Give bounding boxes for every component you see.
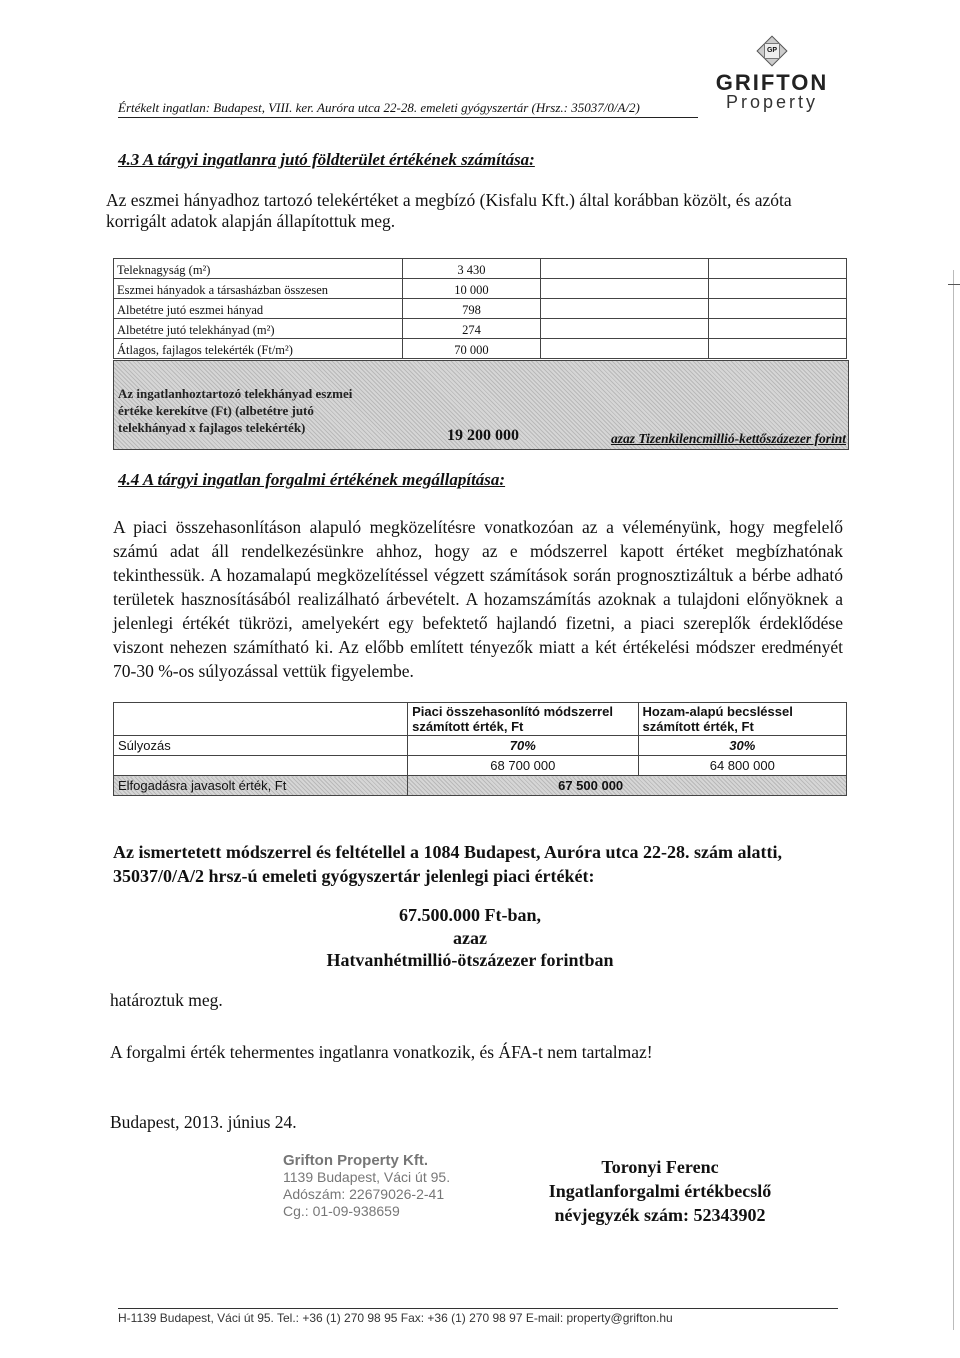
land-value-table — [113, 258, 847, 359]
conclusion-amount: 67.500.000 Ft-ban, — [398, 905, 541, 925]
table-row — [114, 279, 847, 299]
conclusion-decided: határoztuk meg. — [110, 990, 223, 1010]
summary-value: 19 200 000 — [447, 427, 519, 444]
row-value: 274 — [402, 319, 540, 339]
signer-license: névjegyzék szám: 52343902 — [554, 1205, 766, 1225]
row-value: 70 000 — [402, 339, 540, 359]
table-row — [114, 756, 847, 776]
final-label: Elfogadásra javasolt érték, Ft — [114, 776, 408, 796]
row-label: Átlagos, fajlagos telekérték (Ft/m²) — [114, 339, 403, 359]
conclusion-amount-words: Hatvanhétmillió-ötszázezer forintban — [326, 950, 614, 970]
section-4-3-intro: Az eszmei hányadhoz tartozó telekértéket a megbízó (Kisfalu Kft.) által korábban közölt, és azóta korrigált adatok alapján állapítottuk meg. — [106, 190, 792, 231]
summary-text: azaz Tizenkilencmillió-kettőszázezer forint — [610, 431, 846, 446]
table-row — [114, 299, 847, 319]
final-value: 67 500 000 — [408, 776, 847, 796]
col-header-income: Hozam-alapú becsléssel számított érték, Ft — [638, 703, 846, 736]
section-4-4-paragraph: A piaci összehasonlításon alapuló megközelítésre vonatkozóan az a véleményünk, hogy megfelelő számú adat áll rendelkezésünkre ahhoz, hogy az e módszerrel kapott értéket megbízhatónak tekinthessük. A hozamalapú megközelítéssel végzett számítások során prognosztizáltuk a bérbe adható területek hasznosításából realizálható árbevételt. A hozamszámítás azoknak a tulajdoni előnyöknek a jelenlegi értékét tükrözi, amelyekért egy befektető hajlandó fizetni, a piaci szereplők érdeklődése viszont nehezen számítható ki. Az előbb említett tényezők miatt a két értékelési módszer eredményét 70-30 %-os súlyozással vettük figyelembe. — [113, 517, 843, 681]
table-row — [114, 319, 847, 339]
weight-income: 30% — [638, 736, 846, 756]
weight-label: Súlyozás — [114, 736, 408, 756]
row-label: Eszmei hányadok a társasházban összesen — [114, 279, 403, 299]
table-row — [114, 703, 847, 736]
scan-margin-line — [953, 270, 954, 1330]
value-market: 68 700 000 — [408, 756, 638, 776]
valuation-weighting-table — [113, 702, 847, 796]
col-header-market: Piaci összehasonlító módszerrel számított érték, Ft — [408, 703, 638, 736]
conclusion-text: Az ismertetett módszerrel és feltétellel a 1084 Budapest, Auróra utca 22-28. szám alatti, 35037/0/A/2 hrsz-ú emeleti gyógyszertár jelenlegi piaci értékét: — [113, 842, 782, 886]
land-value-summary — [113, 360, 849, 450]
row-value: 798 — [402, 299, 540, 319]
logo-sub: Property — [725, 92, 819, 112]
table-row — [114, 339, 847, 359]
conclusion-azaz: azaz — [453, 928, 487, 948]
table-row — [114, 259, 847, 279]
table-row — [114, 776, 847, 796]
table-row — [114, 736, 847, 756]
value-income: 64 800 000 — [638, 756, 846, 776]
summary-label: Az ingatlanhoztartozó telekhányad eszmei értéke kerekítve (Ft) (albetétre jutó telekhányad x fajlagos telekérték) — [118, 386, 353, 435]
signer-title: Ingatlanforgalmi értékbecslő — [548, 1181, 772, 1201]
signer-block — [525, 1155, 795, 1227]
row-label: Albetétre jutó telekhányad (m²) — [114, 319, 403, 339]
logo-diamond-icon: GP — [756, 35, 787, 66]
page-footer: H-1139 Budapest, Váci út 95. Tel.: +36 (1) 270 98 95 Fax: +36 (1) 270 98 97 E-mail: property@grifton.hu — [118, 1308, 838, 1325]
company-logo — [707, 40, 837, 113]
row-value: 3 430 — [402, 259, 540, 279]
vat-note: A forgalmi érték tehermentes ingatlanra vonatkozik, és ÁFA-t nem tartalmaz! — [110, 1042, 653, 1062]
section-4-4-title: 4.4 A tárgyi ingatlan forgalmi értékének megállapítása: — [118, 470, 506, 489]
header-property-line: Értékelt ingatlan: Budapest, VIII. ker. Auróra utca 22-28. emeleti gyógyszertár (Hrsz.: 35037/0/A/2) — [118, 100, 698, 118]
signer-name: Toronyi Ferenc — [601, 1157, 719, 1177]
section-4-3-title: 4.3 A tárgyi ingatlanra jutó földterület értékének számítása: — [118, 150, 535, 169]
row-label: Albetétre jutó eszmei hányad — [114, 299, 403, 319]
scan-margin-tick — [948, 284, 960, 285]
row-value: 10 000 — [402, 279, 540, 299]
weight-market: 70% — [408, 736, 638, 756]
logo-name: GRIFTON — [715, 70, 829, 95]
place-date: Budapest, 2013. június 24. — [110, 1112, 297, 1132]
company-stamp: Grifton Property Kft. 1139 Budapest, Váci út 95. Adószám: 22679026-2-41 Cg.: 01-09-938659 — [283, 1152, 451, 1219]
row-label: Teleknagyság (m²) — [114, 259, 403, 279]
